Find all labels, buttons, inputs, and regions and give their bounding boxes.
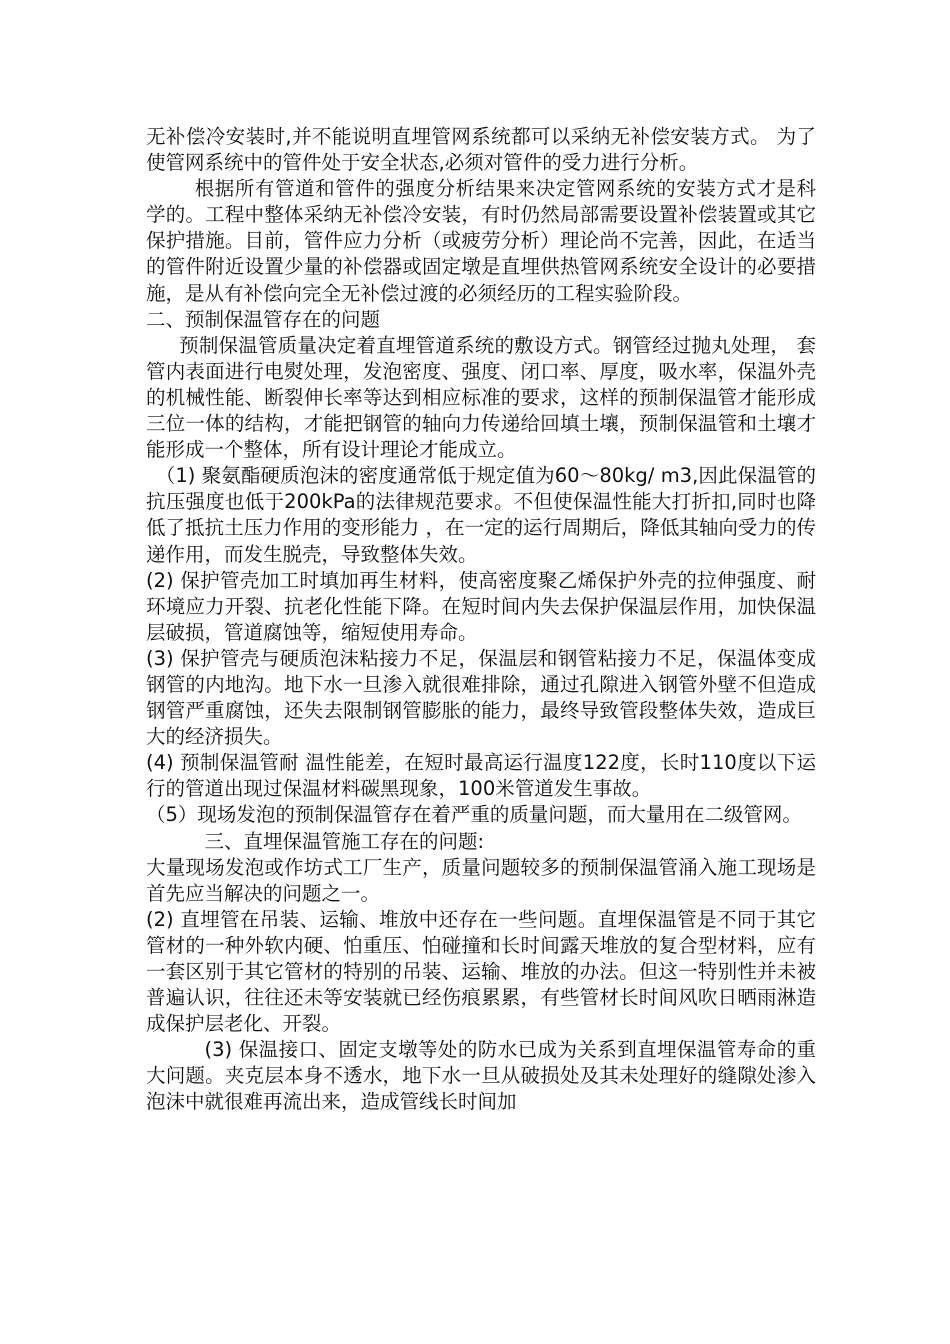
paragraph-workshop-production: 大量现场发泡或作坊式工厂生产，质量问题较多的预制保温管涌入施工现场是首先应当解决的问题之一。 [146, 855, 816, 905]
list-item-onsite-foaming: （5）现场发泡的预制保温管存在着严重的质量问题，而大量用在二级管网。 [146, 803, 802, 827]
paragraph-strength-analysis: 根据所有管道和管件的强度分析结果来决定管网系统的安装方式才是科学的。工程中整体采纳无补偿冷安装，有时仍然局部需要设置补偿装置或其它保护措施。目前，管件应力分析（或疲劳分析）理论尚不完善，因此，在适当的管件附近设置少量的补偿器或固定墩是直埋供热管网系统安全设计的必要措施，是从有补偿向完全无补偿过渡的必须经历的工程实验阶段。 [146, 177, 816, 305]
paragraph-intro-continuation: 无补偿冷安装时,并不能说明直埋管网系统都可以采纳无补偿安装方式。 为了使管网系统中的管件处于安全状态,必须对管件的受力进行分析。 [146, 125, 816, 175]
list-item-heat-resistance: (4) 预制保温管耐 温性能差，在短时最高运行温度122度，长时110度以下运行的管道出现过保温材料碳黑现象，100米管道发生事故。 [146, 751, 816, 801]
paragraph-prefab-quality: 预制保温管质量决定着直埋管道系统的敷设方式。钢管经过抛丸处理， 套管内表面进行电熨处理，发泡密度、强度、闭口率、厚度，吸水率，保温外壳的机械性能、断裂伸长率等达到相应标准的要求，这样的预制保温管才能形成三位一体的结构，才能把钢管的轴向力传递给回填土壤，预制保温管和土壤才能形成一个整体，所有设计理论才能成立。 [146, 333, 816, 462]
section-heading-prefab-issues: 二、预制保温管存在的问题 [146, 307, 381, 331]
section-heading-construction-issues: 三、直埋保温管施工存在的问题: [204, 829, 485, 853]
document-body [146, 124, 816, 1116]
list-item-adhesion: (3) 保护管壳与硬质泡沫粘接力不足，保温层和钢管粘接力不足，保温体变成钢管的内地沟。地下水一旦渗入就很难排除，通过孔隙进入钢管外壁不但造成钢管严重腐蚀，还失去限制钢管膨胀的能力，最终导致管段整体失效，造成巨大的经济损失。 [146, 646, 816, 749]
list-item-foam-density: （1) 聚氨酯硬质泡沫的密度通常低于规定值为60～80kg/ m3,因此保温管的抗压强度也低于200kPa的法律规范要求。不但使保温性能大打折扣,同时也降低了抵抗土压力作用的变形能力 ，在一定的运行周期后，降低其轴向受力的传递作用，而发生脱壳，导致整体失效。 [146, 464, 816, 566]
list-item-shell-material: (2) 保护管壳加工时填加再生材料，使高密度聚乙烯保护外壳的拉伸强度、耐环境应力开裂、抗老化性能下降。在短时间内失去保护保温层作用，加快保温层破损，管道腐蚀等，缩短使用寿命。 [146, 568, 816, 644]
list-item-waterproofing: (3) 保温接口、固定支墩等处的防水已成为关系到直埋保温管寿命的重大问题。夹克层本身不透水，地下水一旦从破损处及其未处理好的缝隙处渗入泡沫中就很难再流出来，造成管线长时间加 [146, 1038, 816, 1114]
list-item-handling-transport: (2) 直埋管在吊装、运输、堆放中还存在一些问题。直埋保温管是不同于其它管材的一种外软内硬、怕重压、怕碰撞和长时间露天堆放的复合型材料，应有一套区别于其它管材的特别的吊装、运输、堆放的办法。但这一特别性并未被普遍认识，往往还未等安装就已经伤痕累累，有些管材长时间风吹日晒雨淋造成保护层老化、开裂。 [146, 907, 816, 1036]
